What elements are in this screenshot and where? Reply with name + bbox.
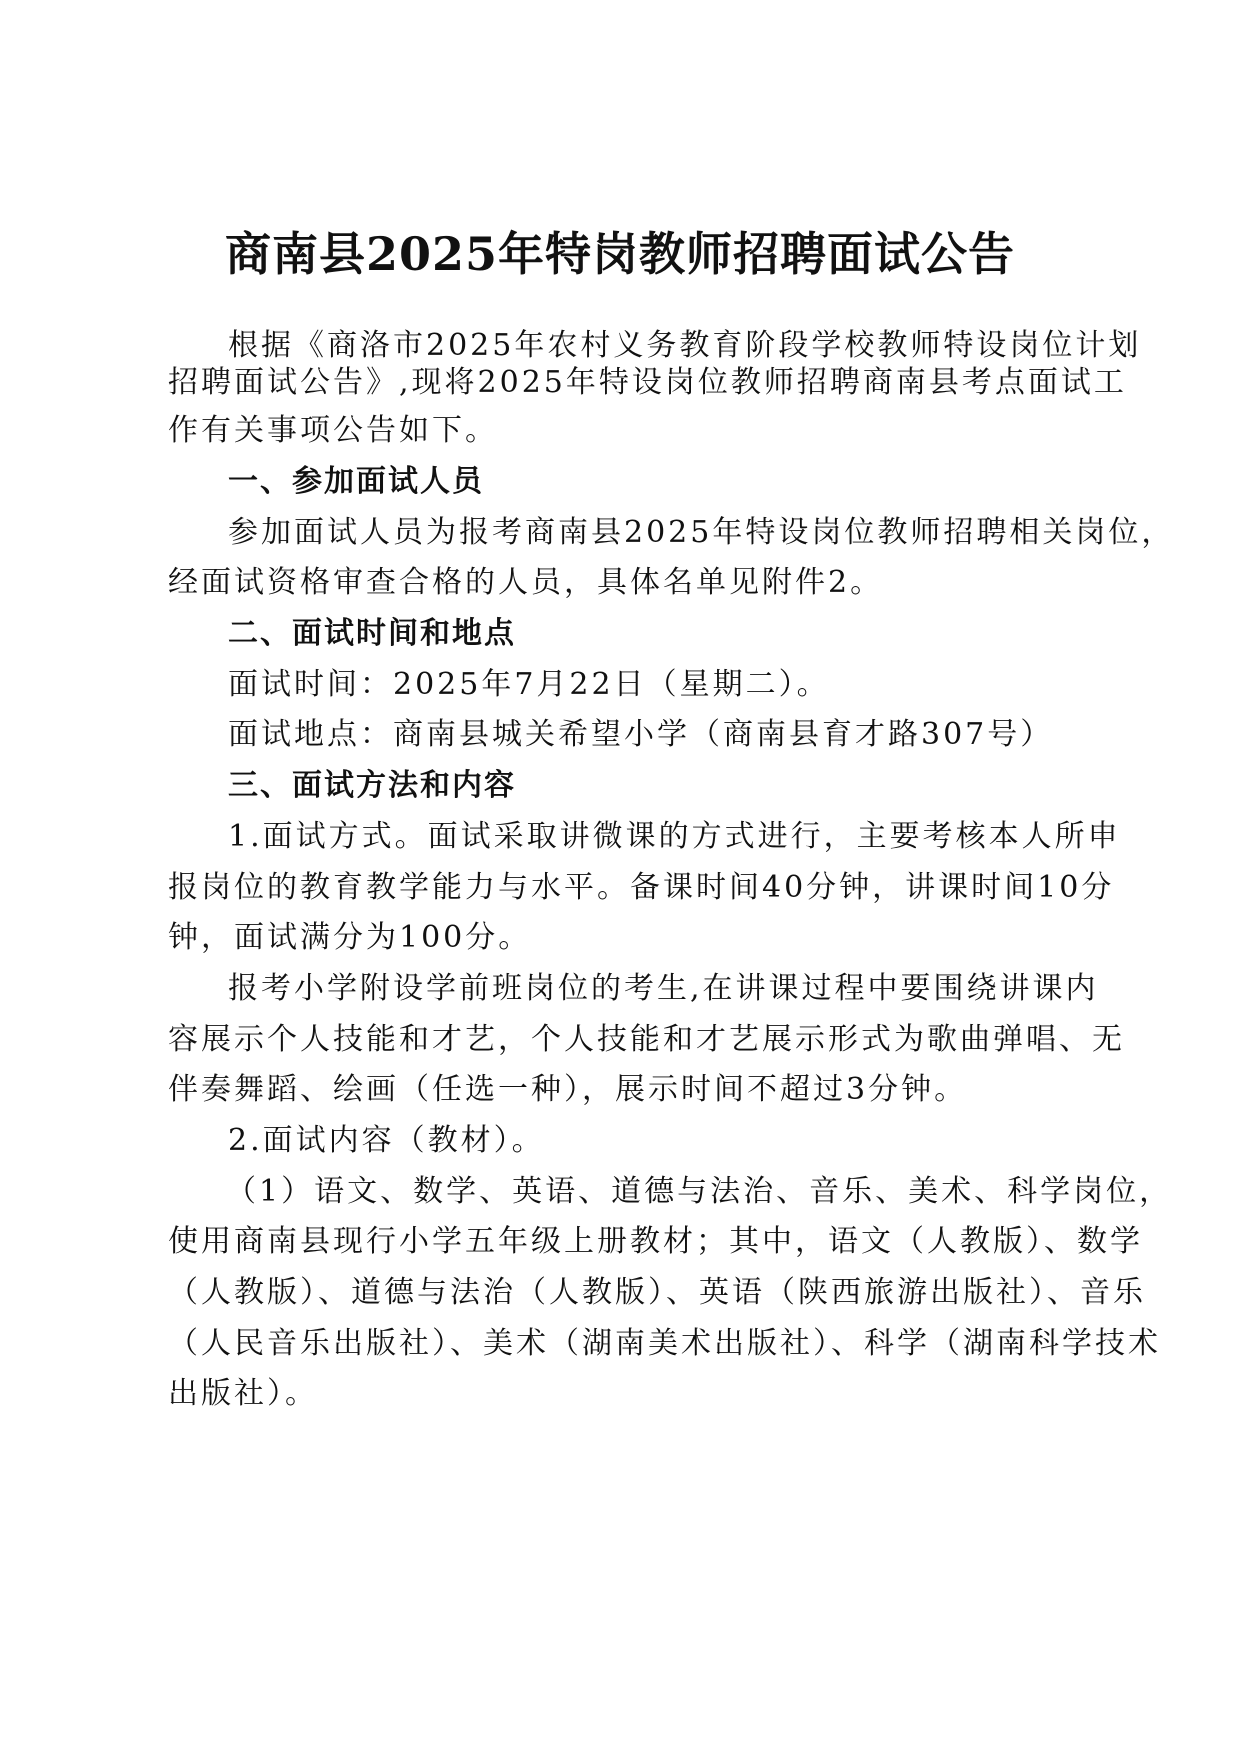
paragraph-line: 报考小学附设学前班岗位的考生,在讲课过程中要围绕讲课内 xyxy=(228,971,1099,1006)
paragraph-line: 使用商南县现行小学五年级上册教材；其中，语文（人教版）、数学 xyxy=(168,1224,1143,1259)
paragraph-line: 容展示个人技能和才艺，个人技能和才艺展示形式为歌曲弹唱、无 xyxy=(168,1022,1125,1057)
section-heading: 三、面试方法和内容 xyxy=(228,768,516,803)
paragraph-line: 1.面试方式。面试采取讲微课的方式进行，主要考核本人所申 xyxy=(228,819,1121,854)
paragraph-line: 伴奏舞蹈、绘画（任选一种），展示时间不超过3分钟。 xyxy=(168,1072,968,1107)
paragraph-line: 根据《商洛市2025年农村义务教育阶段学校教师特设岗位计划 xyxy=(228,328,1142,363)
section-heading: 一、参加面试人员 xyxy=(228,464,484,499)
paragraph-line: 钟，面试满分为100分。 xyxy=(168,920,532,955)
paragraph-line: 经面试资格审查合格的人员，具体名单见附件2。 xyxy=(168,565,884,600)
paragraph-line: 参加面试人员为报考商南县2025年特设岗位教师招聘相关岗位， xyxy=(228,515,1175,550)
paragraph-line: （人民音乐出版社）、美术（湖南美术出版社）、科学（湖南科学技术 xyxy=(168,1326,1161,1361)
paragraph-line: 出版社）。 xyxy=(168,1376,318,1411)
paragraph-line: 作有关事项公告如下。 xyxy=(168,413,498,448)
paragraph-line: 面试地点：商南县城关希望小学（商南县育才路307号） xyxy=(228,717,1054,752)
paragraph-line: 报岗位的教育教学能力与水平。备课时间40分钟，讲课时间10分 xyxy=(168,870,1115,905)
paragraph-line: 2.面试内容（教材）。 xyxy=(228,1123,545,1158)
document-title: 商南县2025年特岗教师招聘面试公告 xyxy=(224,227,1016,281)
paragraph-line: （人教版）、道德与法治（人教版）、英语（陕西旅游出版社）、音乐 xyxy=(168,1275,1146,1310)
section-heading: 二、面试时间和地点 xyxy=(228,616,516,651)
paragraph-line: （1）语文、数学、英语、道德与法治、音乐、美术、科学岗位， xyxy=(226,1174,1173,1209)
paragraph-line: 招聘面试公告》,现将2025年特设岗位教师招聘商南县考点面试工 xyxy=(168,365,1127,400)
paragraph-line: 面试时间：2025年7月22日（星期二）。 xyxy=(228,667,830,702)
